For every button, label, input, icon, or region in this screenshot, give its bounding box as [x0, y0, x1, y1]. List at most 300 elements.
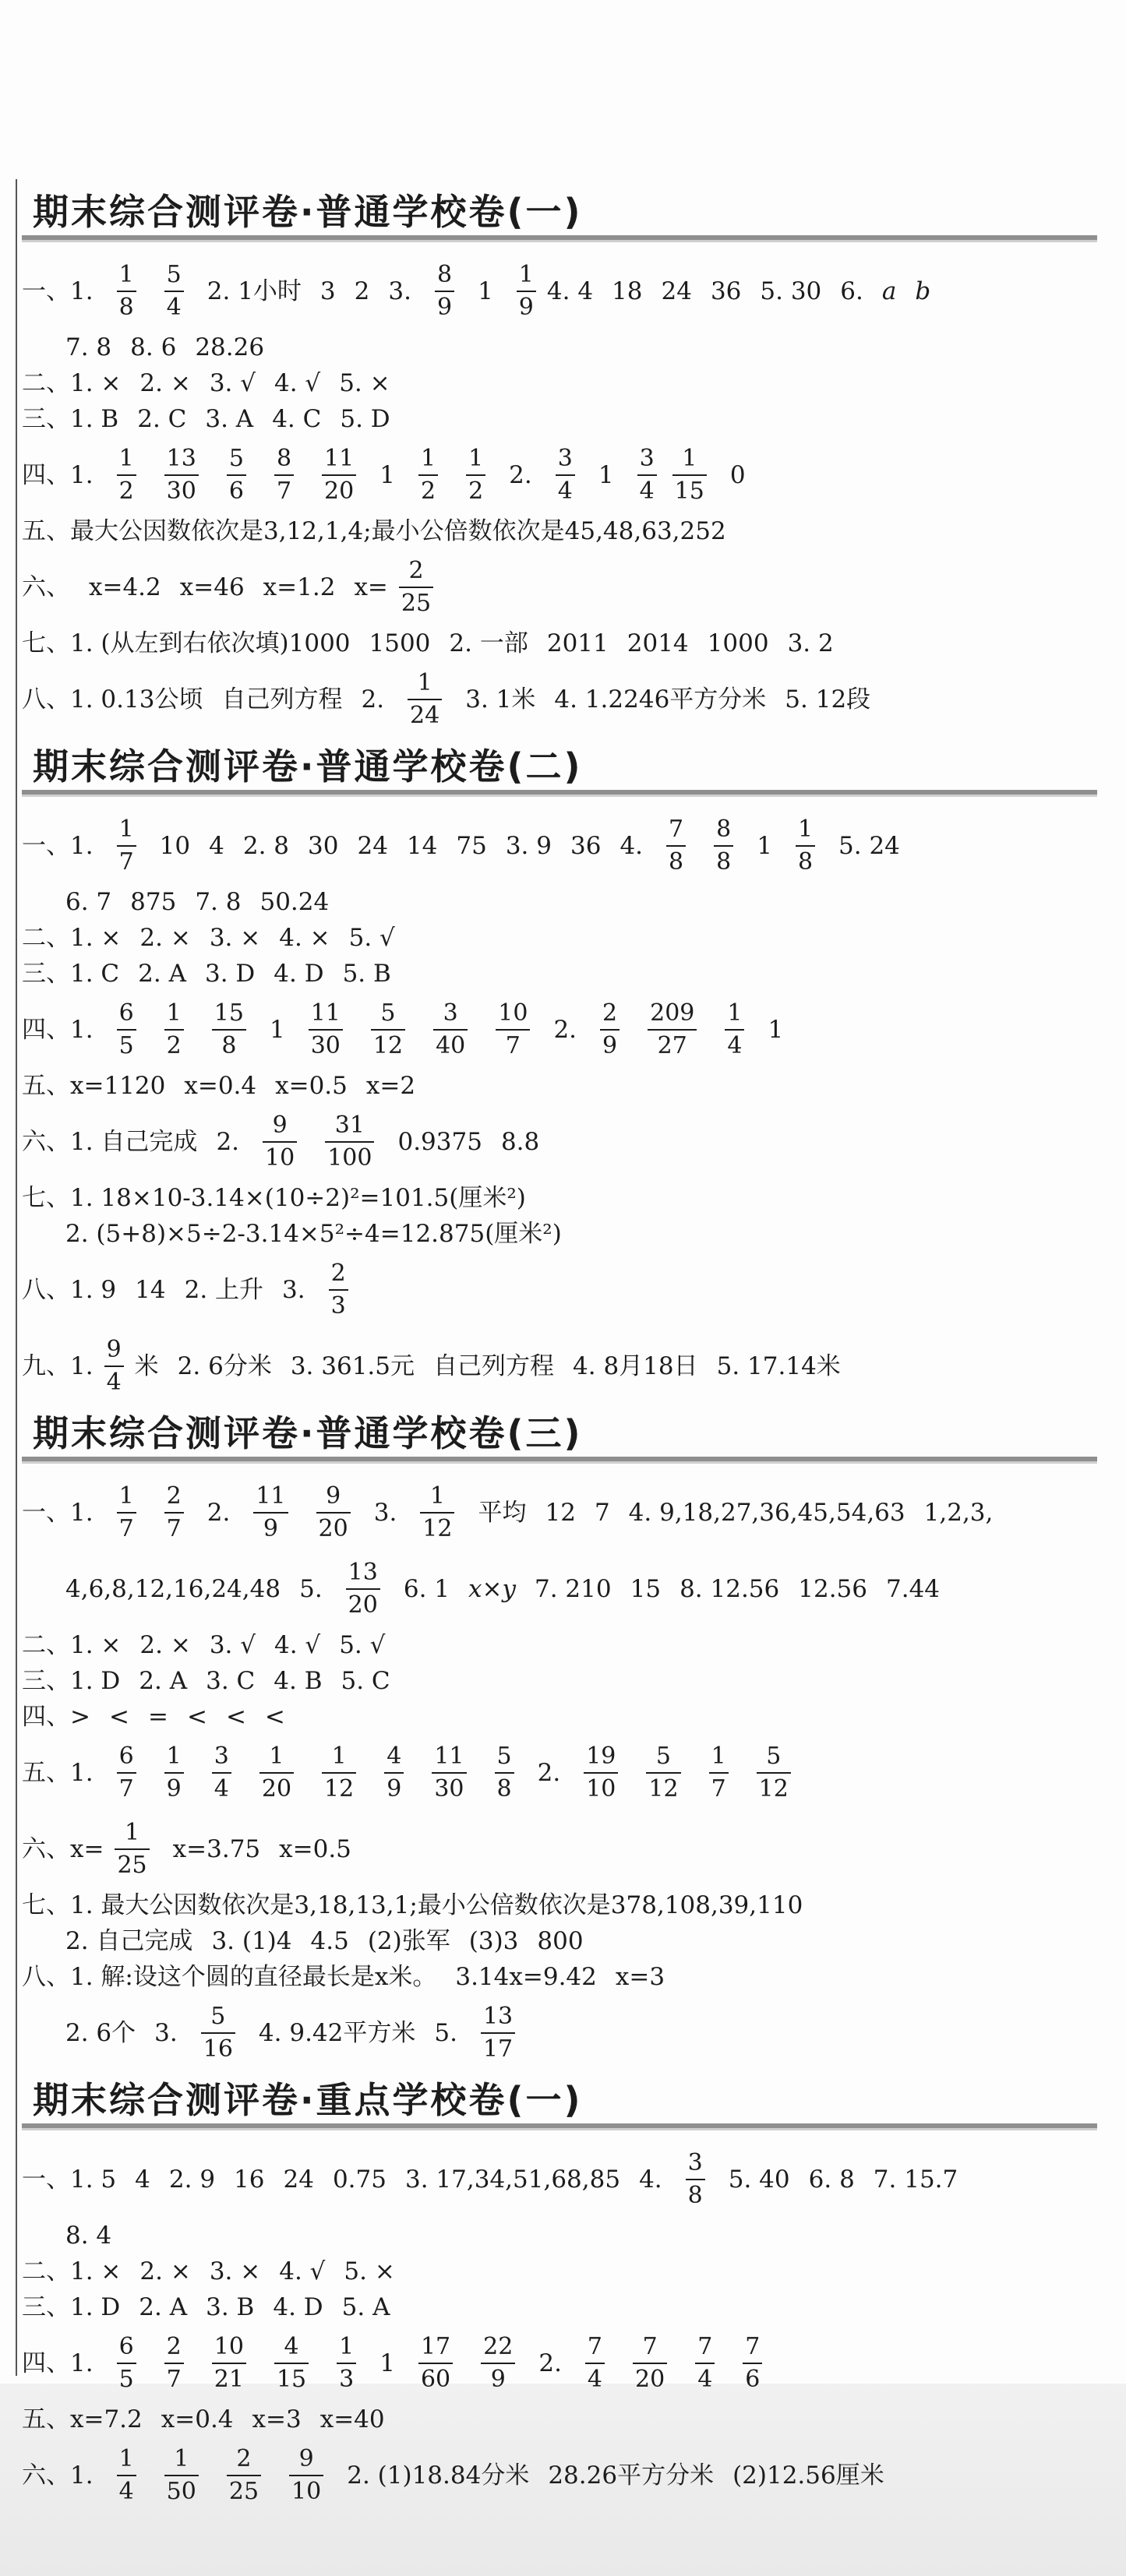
answer-text: 4. 9.42平方米 [258, 2019, 416, 2047]
fraction [337, 2333, 356, 2394]
fraction-denominator: 4 [214, 1775, 229, 1802]
answer-text: 二、1. × [22, 2257, 122, 2285]
answer-text: 5. D [340, 405, 390, 433]
answer-line [22, 1737, 1097, 1809]
answer-text: 4. C [272, 405, 322, 433]
fraction-numerator: 1 [166, 1743, 182, 1770]
fraction-denominator: 4 [697, 2366, 713, 2393]
fraction-numerator: 10 [498, 999, 528, 1027]
fraction [433, 999, 468, 1060]
answer-text: x= [354, 573, 388, 601]
section-title: 期末综合测评卷·普通学校卷(二) [22, 743, 1097, 795]
answer-text: 3. D [204, 960, 256, 988]
fraction [329, 1260, 348, 1320]
fraction-denominator: 24 [410, 702, 440, 729]
fraction-numerator: 2 [166, 2333, 182, 2360]
fraction-bar [796, 845, 815, 847]
answer-item [112, 816, 141, 876]
fraction-denominator: 3 [339, 2366, 355, 2393]
fraction-numerator: 1 [331, 1743, 347, 1770]
fraction-bar [117, 845, 136, 847]
answer-item [112, 2333, 141, 2394]
fraction-denominator: 60 [420, 2366, 451, 2393]
fraction-bar [164, 2475, 199, 2476]
fraction-denominator: 8 [797, 848, 814, 876]
answer-text: 5. [434, 2019, 457, 2047]
answer-text: 875 [130, 888, 177, 916]
fraction-bar [435, 291, 454, 292]
answer-text: 八、1. 0.13公顷 [22, 685, 203, 714]
answer-text: < [186, 1703, 207, 1731]
fraction [725, 999, 744, 1060]
answer-item [207, 2333, 251, 2394]
answer-text: 0.75 [332, 2165, 387, 2194]
answer-item [643, 999, 701, 1060]
answer-item [633, 445, 662, 506]
answer-line [22, 922, 1097, 953]
fraction [117, 2445, 136, 2506]
answer-text: 10 [159, 832, 191, 860]
answer-text: 2. (1)18.84分米 [347, 2461, 530, 2490]
fraction-denominator: 20 [348, 1591, 378, 1619]
fraction-bar [322, 474, 356, 476]
answer-text: 七、1. 18×10-3.14×(10÷2)²=101.5(厘米²) [22, 1184, 526, 1212]
fraction [274, 2333, 309, 2394]
answer-text: 三、1. B [22, 405, 119, 433]
fraction [584, 1743, 618, 1803]
answer-line [22, 1218, 1097, 1249]
answer-text: 二、1. × [22, 924, 122, 952]
answer-line [22, 664, 1097, 735]
fraction-numerator: 6 [118, 2333, 134, 2360]
fraction [117, 445, 136, 506]
answer-text: 50.24 [259, 888, 330, 916]
answer-item [668, 445, 711, 506]
fraction [212, 999, 246, 1060]
answer-text: 4. 8月18日 [573, 1352, 698, 1380]
fraction-bar [695, 2363, 715, 2364]
answer-text: 800 [537, 1927, 584, 1955]
fraction-denominator: 7 [505, 1032, 521, 1059]
fraction-bar [371, 1029, 405, 1031]
answer-text: 5. 17.14米 [716, 1352, 841, 1380]
answer-text: 2. 上升 [184, 1276, 264, 1304]
fraction-denominator: 25 [117, 1852, 147, 1879]
answer-text: 5. √ [348, 924, 395, 952]
answer-line [22, 332, 1097, 363]
fraction-bar [212, 1029, 246, 1031]
answer-text: 自己列方程 [433, 1352, 555, 1380]
fraction-denominator: 12 [422, 1515, 453, 1542]
answer-text: 3. [154, 2019, 178, 2047]
fraction-numerator: 10 [214, 2333, 244, 2360]
fraction-denominator: 20 [318, 1515, 348, 1542]
answer-text: 2. × [139, 924, 191, 952]
answer-text: 一、1. [22, 1499, 94, 1527]
fraction-denominator: 10 [265, 1144, 295, 1172]
answer-text: 3. √ [209, 1631, 256, 1659]
fraction [322, 445, 356, 506]
fraction-bar [259, 1772, 294, 1774]
answer-text: 2. × [139, 1631, 191, 1659]
fraction-denominator: 7 [711, 1775, 726, 1802]
answer-text: 3. A [205, 405, 254, 433]
fraction-denominator: 12 [372, 1032, 404, 1059]
answer-text: 8. 12.56 [679, 1575, 780, 1603]
fraction-numerator: 4 [387, 1743, 402, 1770]
answer-text: 七、1. (从左到右依次填)1000 [22, 629, 351, 657]
answer-text: 2. [537, 1759, 561, 1787]
fraction-numerator: 1 [417, 669, 432, 696]
answer-text: 米 [134, 1352, 159, 1380]
fraction [481, 2003, 515, 2063]
fraction-denominator: 16 [203, 2035, 233, 2063]
answer-text: 6. 8 [808, 2165, 855, 2194]
fraction [164, 1482, 184, 1543]
answer-text: 5. [299, 1575, 323, 1603]
answer-item [490, 1743, 519, 1803]
answer-line [22, 1890, 1097, 1921]
answer-item [414, 2333, 457, 2394]
answer-text: 2. A [138, 960, 186, 988]
answer-item [366, 999, 410, 1060]
answer-text: x=40 [319, 2405, 385, 2433]
answer-section [22, 189, 1097, 735]
fraction-bar [212, 2363, 246, 2364]
fraction-numerator: 9 [298, 2445, 314, 2472]
fraction-numerator: 1 [118, 261, 134, 288]
fraction-bar [725, 1029, 744, 1031]
answer-item [207, 999, 251, 1060]
answer-item [160, 445, 203, 506]
answer-item [324, 1260, 353, 1320]
answer-text: x=0.4 [184, 1072, 257, 1100]
fraction-bar [289, 2475, 323, 2476]
answer-line [22, 1926, 1097, 1957]
answer-line [22, 1330, 1097, 1402]
answer-text: 36 [710, 277, 742, 305]
fraction-bar [117, 291, 136, 292]
answer-item [160, 261, 189, 322]
fraction-bar [164, 291, 184, 292]
fraction-denominator: 4 [166, 294, 182, 321]
fraction-numerator: 6 [118, 999, 134, 1027]
answer-item [581, 2333, 609, 2394]
answer-text: 8.8 [500, 1128, 540, 1156]
fraction-denominator: 4 [557, 477, 573, 505]
fraction-numerator: 7 [587, 2333, 603, 2360]
fraction-bar [201, 2032, 235, 2034]
answer-line [22, 1813, 1097, 1885]
answer-text: 8. 4 [65, 2222, 112, 2250]
fraction-bar [637, 474, 657, 476]
answer-text: 3. 17,34,51,68,85 [404, 2165, 621, 2194]
fraction-bar [714, 845, 733, 847]
answer-text: 1 [269, 1016, 285, 1044]
answer-text: 4. √ [274, 369, 321, 397]
answer-item [112, 1482, 141, 1543]
answer-text: 四、1. [22, 2349, 94, 2377]
answer-item [112, 445, 141, 506]
answer-line [22, 958, 1097, 989]
answer-text: 3.14x=9.42 [455, 1963, 597, 1991]
fraction [117, 1482, 136, 1543]
fraction-bar [418, 474, 438, 476]
answer-text: 3. × [209, 2257, 261, 2285]
fraction [666, 816, 686, 876]
fraction-bar [646, 1772, 680, 1774]
fraction [212, 2333, 246, 2394]
answer-text: 五、x=1120 [22, 1072, 166, 1100]
answer-item [394, 557, 438, 618]
answer-text: x=46 [179, 573, 245, 601]
answer-text: 4,6,8,12,16,24,48 [65, 1575, 281, 1603]
fraction [259, 1743, 294, 1803]
fraction-numerator: 5 [166, 261, 182, 288]
answer-item [512, 261, 541, 322]
fraction-denominator: 5 [118, 1032, 134, 1059]
answer-item [160, 2445, 203, 2506]
answer-text: 二、1. × [22, 369, 122, 397]
answer-item [258, 1112, 302, 1172]
answer-text: 5. × [344, 2257, 395, 2285]
answer-item [341, 1559, 385, 1619]
answer-text: 14 [406, 832, 438, 860]
answer-item [628, 2333, 672, 2394]
fraction-numerator: 11 [310, 999, 341, 1027]
fraction-bar [709, 1772, 729, 1774]
answer-text: 2. 6个 [65, 2019, 136, 2047]
fraction [164, 2333, 184, 2394]
fraction-denominator: 3 [330, 1292, 346, 1320]
fraction-denominator: 7 [118, 1515, 134, 1542]
fraction-bar [329, 1289, 348, 1291]
answer-text: x=3.75 [172, 1835, 261, 1863]
fraction [672, 445, 707, 506]
answer-line [22, 1665, 1097, 1697]
fraction-denominator: 10 [291, 2478, 322, 2505]
fraction [408, 669, 442, 730]
answer-line [22, 1961, 1097, 1993]
section-title: 期末综合测评卷·重点学校卷(一) [22, 2077, 1097, 2128]
answer-text: 5. C [341, 1667, 390, 1695]
fraction-denominator: 8 [118, 294, 134, 321]
answer-text: x=1.2 [263, 573, 336, 601]
answer-item [415, 1482, 459, 1543]
fraction-numerator: 1 [468, 445, 484, 472]
fraction-denominator: 9 [490, 2366, 506, 2393]
answer-text: 4. B [274, 1667, 323, 1695]
answer-text: 5. 12段 [785, 685, 871, 714]
fraction-bar [164, 1512, 184, 1514]
answer-line [22, 516, 1097, 547]
fraction-bar [399, 587, 433, 588]
fraction-numerator: 1 [339, 2333, 355, 2360]
fraction-numerator: 1 [174, 2445, 189, 2472]
fraction-denominator: 6 [228, 477, 244, 505]
fraction-numerator: 15 [214, 999, 244, 1027]
answer-item [752, 1743, 796, 1803]
fraction [686, 2149, 705, 2210]
fraction [418, 2333, 453, 2394]
fraction-denominator: 8 [221, 1032, 237, 1059]
answer-text: 2. 一部 [449, 629, 528, 657]
fraction [289, 2445, 323, 2506]
answer-text: 一、1. [22, 277, 94, 305]
answer-item [112, 999, 141, 1060]
answer-item [112, 261, 141, 322]
fraction-numerator: 8 [716, 816, 732, 843]
answer-line [22, 1182, 1097, 1214]
fraction-denominator: 21 [214, 2366, 244, 2393]
fraction-bar [384, 1772, 404, 1774]
fraction-numerator: 1 [118, 2445, 134, 2472]
fraction [420, 1482, 454, 1543]
fraction-denominator: 2 [118, 477, 134, 505]
fraction [757, 1743, 791, 1803]
fraction-bar [420, 1512, 454, 1514]
fraction-numerator: 22 [483, 2333, 514, 2360]
answer-text: 3. 1米 [465, 685, 536, 714]
answer-text: 12.56 [798, 1575, 867, 1603]
answer-item [304, 999, 348, 1060]
answer-text: 4. D [273, 2293, 323, 2321]
fraction [164, 2445, 199, 2506]
fraction [117, 1743, 136, 1803]
answer-text: 1 [379, 2349, 395, 2377]
fraction-bar [481, 2032, 515, 2034]
answer-text: 1 [768, 1016, 784, 1044]
answer-text: 2. × [139, 2257, 191, 2285]
answer-item [427, 1743, 471, 1803]
answer-text: = [147, 1703, 168, 1731]
answer-text: x=0.5 [279, 1835, 351, 1863]
answer-text: 3 [319, 277, 336, 305]
fraction-bar [164, 1029, 184, 1031]
answer-text: 3. C [206, 1667, 256, 1695]
answer-text: (2)张军 [367, 1927, 450, 1955]
fraction [743, 2333, 762, 2394]
answer-line [22, 1070, 1097, 1101]
answer-text: 2. [553, 1016, 577, 1044]
answer-text: x=4.2 [89, 573, 161, 601]
answer-text: x=2 [365, 1072, 416, 1100]
answer-item [112, 1743, 141, 1803]
fraction-bar [633, 2363, 667, 2364]
fraction-denominator: 40 [436, 1032, 466, 1059]
fraction-numerator: 3 [557, 445, 573, 472]
fraction-bar [164, 2363, 184, 2364]
answer-text: 5. 30 [760, 277, 822, 305]
answer-text: 28.26平方分米 [548, 2461, 715, 2490]
answer-line [22, 2440, 1097, 2511]
fraction-denominator: 12 [648, 1775, 679, 1802]
answer-text: 5. 24 [838, 832, 900, 860]
answer-text: 3. [388, 277, 411, 305]
answer-text: 30 [308, 832, 339, 860]
answer-text: 1,2,3, [923, 1499, 994, 1527]
fraction [646, 1743, 680, 1803]
fraction [117, 261, 136, 322]
fraction [274, 445, 294, 506]
fraction [117, 816, 136, 876]
fraction [384, 1743, 404, 1803]
fraction-bar [227, 2475, 261, 2476]
fraction-numerator: 3 [639, 445, 655, 472]
answer-item [579, 1743, 623, 1803]
fraction-bar [263, 1141, 297, 1143]
fraction-numerator: 1 [118, 1482, 134, 1510]
fraction-bar [117, 2475, 136, 2476]
answer-text: 6. [840, 277, 863, 305]
fraction-denominator: 12 [758, 1775, 789, 1802]
answer-text: 1 [379, 461, 395, 489]
answer-item [160, 1743, 189, 1803]
fraction-bar [757, 1772, 791, 1774]
answer-text: 14 [135, 1276, 166, 1304]
fraction-denominator: 7 [118, 1775, 134, 1802]
fraction [227, 445, 246, 506]
fraction-bar [672, 474, 707, 476]
answer-text: 3. [373, 1499, 397, 1527]
fraction-denominator: 4 [106, 1369, 122, 1396]
fraction-denominator: 20 [635, 2366, 665, 2393]
fraction-denominator: 50 [166, 2478, 196, 2505]
answer-text: 3. × [209, 924, 261, 952]
fraction-numerator: 11 [324, 445, 355, 472]
answer-text: 六、1. [22, 2461, 94, 2490]
answer-text: 五、x=7.2 [22, 2405, 143, 2433]
fraction-numerator: 5 [228, 445, 244, 472]
answer-text: 自己列方程 [221, 685, 343, 714]
fraction-denominator: 20 [261, 1775, 292, 1802]
fraction-denominator: 7 [166, 2366, 182, 2393]
answer-text: 4. D [274, 960, 324, 988]
answer-item [207, 1743, 236, 1803]
answer-text: x=0.5 [275, 1072, 348, 1100]
answer-line [22, 551, 1097, 623]
answer-text: 75 [456, 832, 487, 860]
answer-text: 8. 6 [130, 333, 177, 361]
answer-text: x=3 [252, 2405, 302, 2433]
answer-text: 2. × [139, 369, 191, 397]
answer-section [22, 743, 1097, 1402]
answer-text: 5. × [339, 369, 390, 397]
fraction-bar [433, 1029, 468, 1031]
answer-text: 五、1. [22, 1759, 94, 1787]
fraction-numerator: 1 [420, 445, 436, 472]
answer-text: 5. 40 [728, 2165, 790, 2194]
answer-text: 0 [729, 461, 746, 489]
fraction-bar [104, 1366, 124, 1367]
answer-item [430, 261, 459, 322]
section-title: 期末综合测评卷·普通学校卷(三) [22, 1410, 1097, 1461]
answer-line [22, 2256, 1097, 2287]
answer-text: b [915, 277, 931, 305]
fraction-numerator: 8 [436, 261, 453, 288]
answer-item [255, 1743, 298, 1803]
fraction-bar [466, 474, 485, 476]
fraction-denominator: 7 [118, 848, 134, 876]
fraction-numerator: 1 [269, 1743, 284, 1770]
answer-item [641, 1743, 685, 1803]
answer-text: 6. 7 [65, 888, 112, 916]
answer-text: 平均 [478, 1499, 527, 1527]
answer-text: 7. 8 [65, 333, 112, 361]
fraction-denominator: 15 [276, 2366, 307, 2393]
fraction-denominator: 20 [324, 477, 355, 505]
answer-text: < [225, 1703, 246, 1731]
